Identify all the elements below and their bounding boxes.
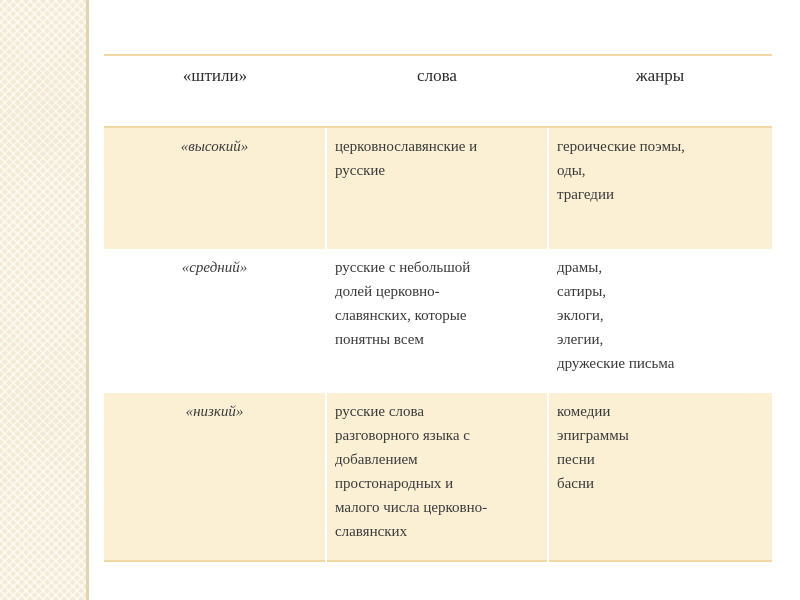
words-cell-middle — [326, 249, 548, 393]
style-cell-middle: «средний» — [181, 260, 248, 276]
genre-line: басни — [557, 476, 595, 492]
words-line: русские с небольшой — [335, 260, 471, 276]
words-line: славянских — [335, 524, 408, 540]
genres-cell-low — [548, 393, 772, 561]
genres-cell-high — [548, 127, 772, 249]
style-cell-high: «высокий» — [104, 127, 326, 249]
styles-table — [104, 54, 772, 562]
words-line: понятны всем — [335, 332, 424, 348]
table-row-middle — [104, 249, 772, 393]
genre-line: эпиграммы — [557, 428, 629, 444]
header-genres: жанры — [548, 55, 772, 127]
table-row-high — [104, 127, 772, 249]
words-line: церковнославянские и — [335, 139, 478, 155]
table-header-row — [104, 55, 772, 127]
genre-line: песни — [557, 452, 595, 468]
genres-cell-middle — [548, 249, 772, 393]
words-cell-high — [326, 127, 548, 249]
genre-line: дружеские письма — [557, 356, 675, 372]
decorative-side-band — [0, 0, 86, 600]
words-line: простонародных и — [335, 476, 454, 492]
header-words: слова — [326, 55, 548, 127]
words-line: долей церковно- — [335, 284, 440, 300]
words-line: малого числа церковно- — [335, 500, 488, 516]
header-styles: «штили» — [104, 55, 326, 127]
words-line: славянских, которые — [335, 308, 467, 324]
words-line: русские — [335, 163, 386, 179]
genre-line: драмы, — [557, 260, 603, 276]
words-line: русские слова — [335, 404, 425, 420]
genre-line: героические поэмы, — [557, 139, 685, 155]
table-row-low — [104, 393, 772, 561]
decorative-side-stripe — [86, 0, 89, 600]
words-line: разговорного языка с — [335, 428, 470, 444]
genre-line: комедии — [557, 404, 611, 420]
words-cell-low — [326, 393, 548, 561]
genre-line: оды, — [557, 163, 586, 179]
genre-line: эклоги, — [557, 308, 604, 324]
style-cell-low: «низкий» — [104, 393, 326, 561]
words-line: добавлением — [335, 452, 418, 468]
genre-line: элегии, — [557, 332, 604, 348]
genre-line: сатиры, — [557, 284, 607, 300]
genre-line: трагедии — [557, 187, 614, 203]
